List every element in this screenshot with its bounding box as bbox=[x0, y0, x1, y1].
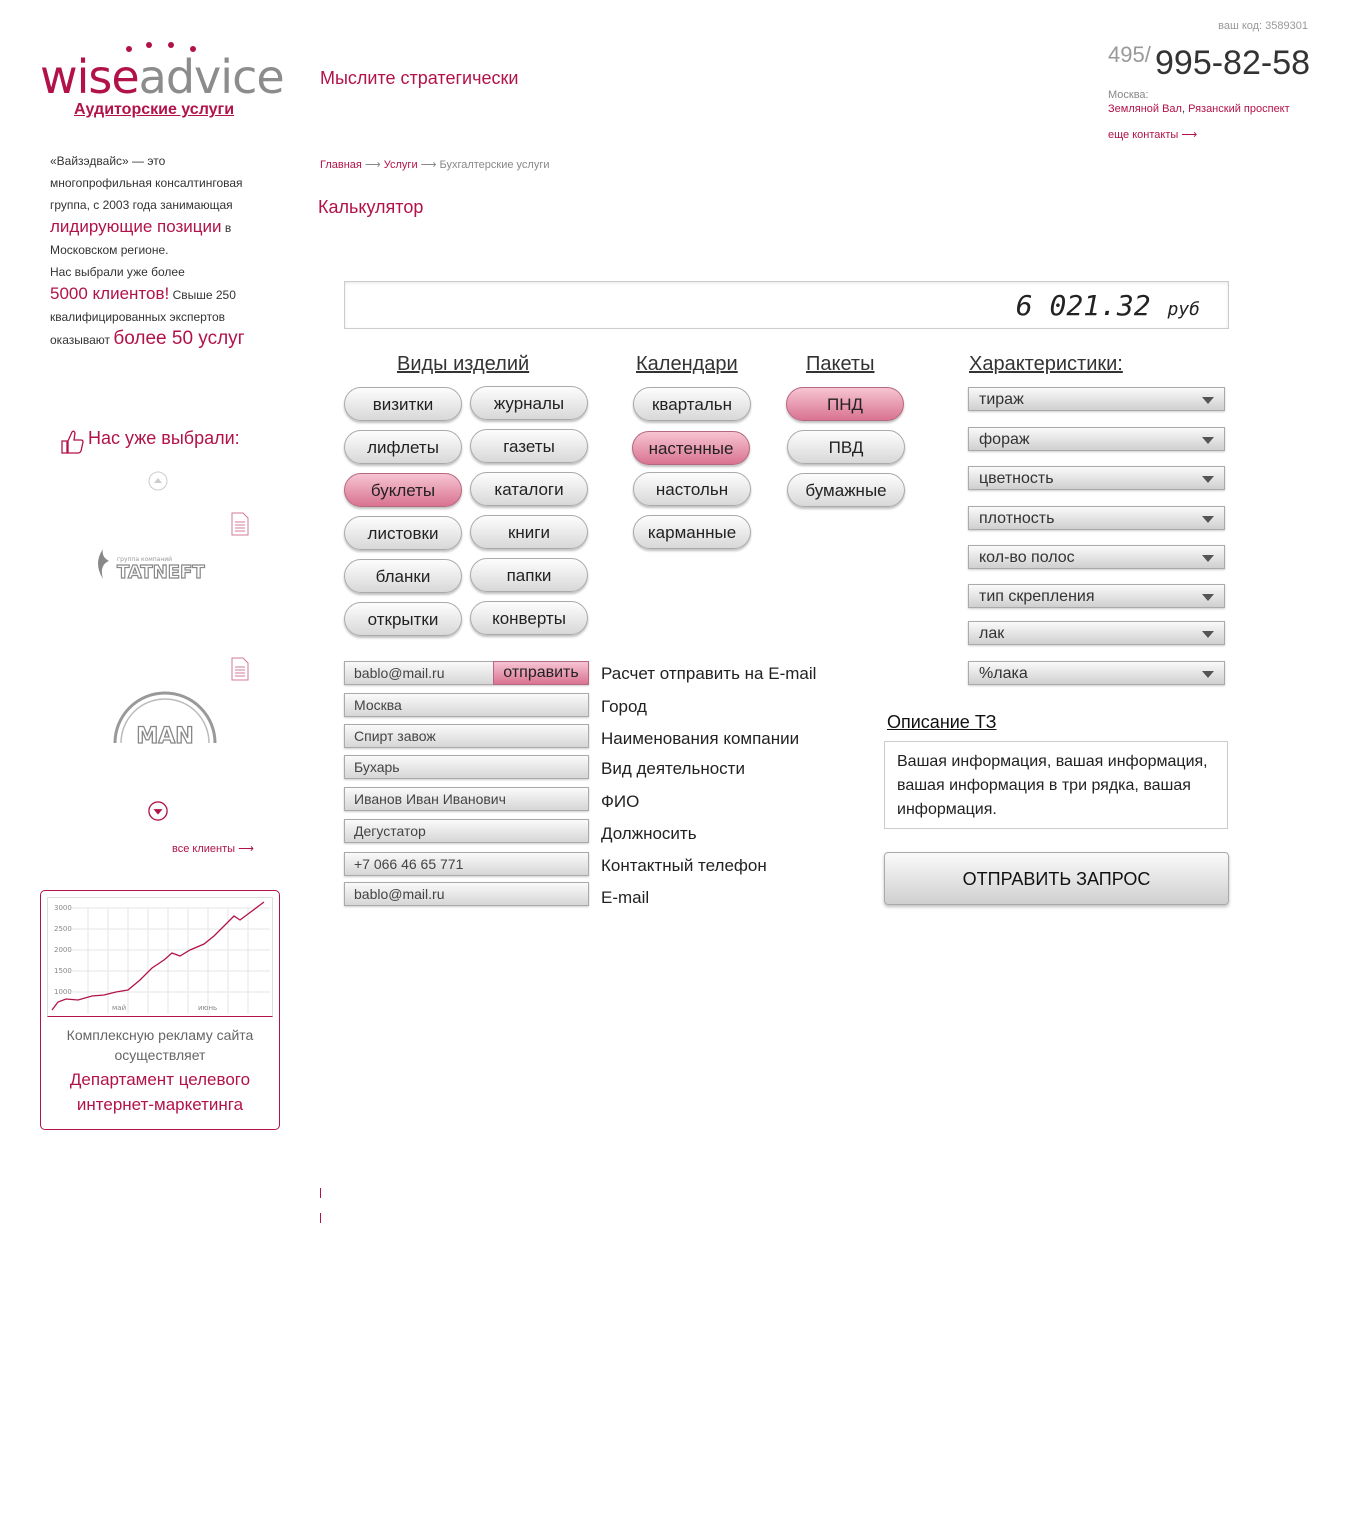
select-label: тип скрепления bbox=[979, 588, 1095, 605]
dropdown-arrow-icon bbox=[1202, 555, 1214, 562]
select-tsvetnost[interactable] bbox=[968, 466, 1225, 490]
all-clients-link[interactable]: все клиенты bbox=[172, 843, 236, 855]
logo-advice: advice bbox=[138, 50, 284, 104]
tatneft-logo[interactable] bbox=[95, 545, 220, 583]
field-label: Город bbox=[601, 697, 647, 716]
document-icon[interactable] bbox=[231, 657, 249, 681]
select-lak[interactable] bbox=[968, 621, 1225, 645]
select-label: %лака bbox=[979, 665, 1028, 682]
calendar-button-nastennye[interactable]: настенные bbox=[632, 431, 750, 465]
calendars-heading: Календари bbox=[636, 353, 738, 375]
about-text-4: Свыше 250 квалифицированных экспертов оказывают bbox=[50, 288, 236, 347]
select-kolvo-polos[interactable] bbox=[968, 545, 1225, 569]
dropdown-arrow-icon bbox=[1202, 397, 1214, 404]
clients-title: Нас уже выбрали: bbox=[88, 428, 240, 448]
dropdown-arrow-icon bbox=[1202, 594, 1214, 601]
dropdown-arrow-icon bbox=[1202, 631, 1214, 638]
ad-chart-ytick: 2000 bbox=[54, 946, 72, 954]
logo-wise: wise bbox=[40, 50, 139, 104]
product-button-otkrytki[interactable]: открытки bbox=[344, 602, 462, 636]
send-button[interactable]: отправить bbox=[493, 661, 589, 685]
more-contacts-link[interactable]: еще контакты bbox=[1108, 129, 1179, 141]
field-label: Вид деятельности bbox=[601, 759, 745, 778]
tz-textarea[interactable]: Вашая информация, вашая информация, вашая информация в три рядка, вашая информация. bbox=[884, 741, 1228, 829]
product-button-blanki[interactable]: бланки bbox=[344, 559, 462, 593]
breadcrumb-services[interactable]: Услуги bbox=[383, 159, 418, 171]
company-input[interactable]: Спирт завож bbox=[344, 724, 589, 748]
calculator-unit: руб bbox=[1167, 299, 1200, 320]
ad-chart-ytick: 1500 bbox=[54, 967, 72, 975]
all-clients[interactable] bbox=[172, 842, 254, 855]
scroll-up-icon[interactable] bbox=[148, 471, 168, 491]
product-button-listovki[interactable]: листовки bbox=[344, 516, 462, 550]
dropdown-arrow-icon bbox=[1202, 476, 1214, 483]
ad-box bbox=[40, 890, 280, 1130]
address-separator: , bbox=[1181, 103, 1189, 115]
product-button-papki[interactable]: папки bbox=[470, 558, 588, 592]
addresses bbox=[1108, 103, 1290, 115]
divider-mark bbox=[320, 1188, 321, 1198]
field-label: E-mail bbox=[601, 888, 650, 907]
fullname-input[interactable]: Иванов Иван Иванович bbox=[344, 787, 589, 811]
select-label: плотность bbox=[979, 510, 1055, 527]
arrow-right-icon: ⟶ bbox=[1181, 129, 1198, 141]
leading-positions-link[interactable]: лидирующие позиции bbox=[50, 217, 222, 236]
email-input[interactable]: bablo@mail.ru bbox=[344, 882, 589, 906]
select-label: цветность bbox=[979, 470, 1054, 487]
select-forazh[interactable] bbox=[968, 427, 1225, 451]
visitor-code: ваш код: 3589301 bbox=[1218, 20, 1308, 32]
document-icon[interactable] bbox=[231, 512, 249, 536]
select-procent-laka[interactable] bbox=[968, 661, 1225, 685]
submit-request-button[interactable]: ОТПРАВИТЬ ЗАПРОС bbox=[884, 852, 1229, 905]
phone-input[interactable]: +7 066 46 65 771 bbox=[344, 852, 589, 876]
phone-number: 995-82-58 bbox=[1155, 44, 1311, 82]
breadcrumb bbox=[320, 158, 550, 171]
address-link-1[interactable]: Земляной Вал bbox=[1108, 103, 1182, 115]
ad-chart-ytick: 1000 bbox=[54, 988, 72, 996]
package-button-pvd[interactable]: ПВД bbox=[787, 430, 905, 464]
select-plotnost[interactable] bbox=[968, 506, 1225, 530]
activity-input[interactable]: Бухарь bbox=[344, 755, 589, 779]
logo-subtitle-link[interactable]: Аудиторские услуги bbox=[74, 101, 235, 118]
send-email-input[interactable] bbox=[344, 661, 589, 685]
select-label: фораж bbox=[979, 431, 1030, 448]
ad-link[interactable]: Департамент целевого интернет-маркетинга bbox=[69, 1070, 251, 1114]
send-email-value: bablo@mail.ru bbox=[354, 665, 445, 681]
product-button-katalogi[interactable]: каталоги bbox=[470, 472, 588, 506]
product-button-liflety[interactable]: лифлеты bbox=[344, 430, 462, 464]
tatneft-small-text: группа компаний bbox=[117, 556, 173, 563]
ad-chart-line bbox=[52, 902, 264, 1010]
divider-mark bbox=[320, 1213, 321, 1223]
field-label: Расчет отправить на E-mail bbox=[601, 664, 817, 683]
calendar-button-karmannye[interactable]: карманные bbox=[633, 515, 751, 549]
product-button-konverty[interactable]: конверты bbox=[470, 601, 588, 635]
field-label: ФИО bbox=[601, 792, 640, 811]
ad-chart bbox=[47, 897, 273, 1017]
breadcrumb-sep: ⟶ bbox=[361, 159, 384, 171]
about-text-2: в Московском регионе. bbox=[50, 221, 232, 257]
about-text-3: Нас выбрали уже более bbox=[50, 265, 185, 279]
package-button-bumazhnye[interactable]: бумажные bbox=[787, 473, 905, 507]
more-contacts[interactable] bbox=[1108, 128, 1197, 141]
city-label: Москва: bbox=[1108, 89, 1149, 101]
calendar-button-nastoln[interactable]: настольн bbox=[633, 472, 751, 506]
tz-heading: Описание ТЗ bbox=[887, 712, 997, 732]
breadcrumb-current: Бухгалтерские услуги bbox=[439, 159, 550, 171]
product-button-vizitki[interactable]: визитки bbox=[344, 387, 462, 421]
thumbs-up-icon bbox=[60, 428, 84, 456]
city-input[interactable]: Москва bbox=[344, 693, 589, 717]
product-button-gazety[interactable]: газеты bbox=[470, 429, 588, 463]
select-label: тираж bbox=[979, 391, 1024, 408]
man-text: MAN bbox=[136, 724, 194, 747]
calculator-total: 6 021.32 bbox=[1015, 289, 1151, 322]
dropdown-arrow-icon bbox=[1202, 437, 1214, 444]
ad-link-wrap bbox=[41, 1067, 279, 1117]
arrow-right-icon: ⟶ bbox=[238, 843, 254, 855]
clients-count-link[interactable]: 5000 клиентов! bbox=[50, 284, 170, 303]
scroll-down-icon[interactable] bbox=[148, 801, 168, 821]
dropdown-arrow-icon bbox=[1202, 516, 1214, 523]
ad-chart-xtick: июнь bbox=[198, 1004, 218, 1012]
field-label: Должносить bbox=[601, 824, 697, 843]
logo[interactable] bbox=[40, 52, 284, 102]
phone-code: 495/ bbox=[1108, 42, 1151, 67]
select-label: кол-во полос bbox=[979, 549, 1075, 566]
about-text bbox=[50, 150, 265, 351]
select-tip-skrepleniya[interactable] bbox=[968, 584, 1225, 608]
address-link-2[interactable]: Рязанский проспект bbox=[1188, 103, 1290, 115]
field-label: Наименования компании bbox=[601, 729, 800, 748]
packages-heading: Пакеты bbox=[806, 353, 875, 375]
ad-text: Комплексную рекламу сайта осуществляет bbox=[66, 1027, 254, 1063]
field-label: Контактный телефон bbox=[601, 856, 767, 875]
breadcrumb-sep: ⟶ bbox=[417, 159, 440, 171]
ad-chart-xtick: май bbox=[112, 1004, 127, 1012]
select-label: лак bbox=[979, 625, 1005, 642]
product-button-buklety[interactable]: буклеты bbox=[344, 473, 462, 507]
calendar-button-kvartaln[interactable]: квартальн bbox=[633, 387, 751, 421]
about-text-1: «Вайзэдвайс» — это многопрофильная консалтинговая группа, с 2003 года занимающая bbox=[50, 154, 243, 212]
slogan: Мыслите стратегически bbox=[320, 68, 519, 88]
position-input[interactable]: Дегустатор bbox=[344, 819, 589, 843]
select-tirazh[interactable] bbox=[968, 387, 1225, 411]
calculator-display bbox=[344, 281, 1229, 329]
services-count-link[interactable]: более 50 услуг bbox=[113, 328, 245, 349]
dropdown-arrow-icon bbox=[1202, 671, 1214, 678]
calculator-value bbox=[1016, 289, 1200, 322]
ad-chart-ytick: 2500 bbox=[54, 925, 72, 933]
ad-chart-ytick: 3000 bbox=[54, 904, 72, 912]
product-button-knigi[interactable]: книги bbox=[470, 515, 588, 549]
man-logo[interactable] bbox=[110, 685, 220, 747]
breadcrumb-home[interactable]: Главная bbox=[320, 159, 362, 171]
package-button-pnd[interactable]: ПНД bbox=[786, 387, 904, 421]
tatneft-text: TATNEFT bbox=[117, 562, 205, 583]
product-button-zhurnaly[interactable]: журналы bbox=[470, 386, 588, 420]
characteristics-heading: Характеристики: bbox=[969, 353, 1123, 375]
page-title: Калькулятор bbox=[318, 197, 424, 217]
products-heading: Виды изделий bbox=[397, 353, 530, 375]
